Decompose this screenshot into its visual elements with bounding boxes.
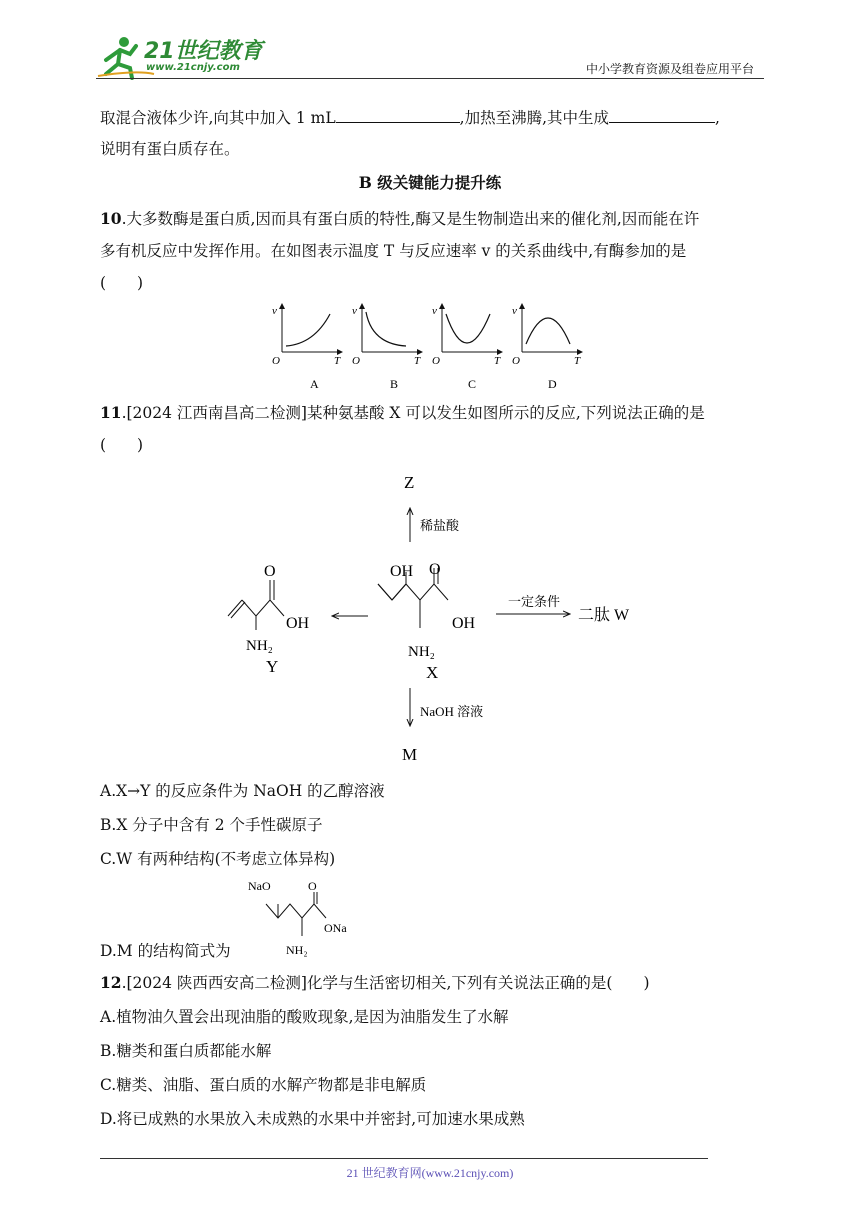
- answer-blank-1[interactable]: [336, 106, 460, 123]
- product-w: 二肽 W: [578, 607, 630, 624]
- svg-text:NH₂: NH₂: [408, 644, 435, 660]
- footer-rule: [100, 1158, 708, 1159]
- q9-line2: 说明有蛋白质存在。: [100, 140, 240, 158]
- site-logo: [96, 34, 266, 80]
- svg-text:C: C: [468, 377, 477, 391]
- molecule-y: [228, 563, 310, 676]
- svg-text:稀盐酸: 稀盐酸: [420, 518, 460, 533]
- option-d-structure: [244, 874, 364, 964]
- graph-a: [272, 304, 342, 391]
- q12-option-b: B.糖类和蛋白质都能水解: [100, 1042, 272, 1060]
- svg-text:NaO: NaO: [248, 879, 271, 893]
- svg-text:O: O: [264, 563, 276, 580]
- q11-option-b: B.X 分子中含有 2 个手性碳原子: [100, 816, 323, 834]
- svg-text:O: O: [512, 355, 520, 367]
- svg-text:一定条件: 一定条件: [508, 594, 561, 609]
- svg-text:Y: Y: [266, 657, 279, 676]
- svg-text:OH: OH: [390, 563, 414, 580]
- graph-b: [352, 304, 422, 391]
- q12-option-c: C.糖类、油脂、蛋白质的水解产物都是非电解质: [100, 1076, 427, 1094]
- answer-blank-2[interactable]: [609, 106, 715, 123]
- svg-text:NH₂: NH₂: [286, 943, 308, 957]
- product-m: M: [402, 745, 418, 764]
- svg-text:B: B: [390, 377, 399, 391]
- svg-text:v: v: [272, 305, 277, 317]
- q11-option-d: D.M 的结构简式为: [100, 942, 231, 960]
- graph-c: [432, 304, 502, 391]
- molecule-x: [378, 561, 476, 682]
- graph-d: [512, 304, 582, 391]
- svg-text:O: O: [429, 561, 441, 578]
- svg-text:T: T: [414, 355, 421, 367]
- svg-text:T: T: [334, 355, 341, 367]
- q11-option-c: C.W 有两种结构(不考虑立体异构): [100, 850, 336, 868]
- svg-text:v: v: [512, 305, 517, 317]
- svg-text:v: v: [432, 305, 437, 317]
- q12-option-a: A.植物油久置会出现油脂的酸败现象,是因为油脂发生了水解: [100, 1008, 509, 1026]
- q9-line1: 取混合液体少许,向其中加入 1 mL ,加热至沸腾,其中生成 ,: [100, 106, 720, 129]
- header-rule: [96, 78, 764, 79]
- q10-paren: ( ): [100, 274, 144, 292]
- q11-option-a: A.X→Y 的反应条件为 NaOH 的乙醇溶液: [100, 782, 385, 800]
- logo-text: 21世纪教育: [144, 39, 263, 64]
- q11-line1: 11.[2024 江西南昌高二检测]某种氨基酸 X 可以发生如图所示的反应,下列说法正确的是: [100, 403, 705, 422]
- svg-text:OH: OH: [286, 615, 310, 632]
- logo-url: www.21cnjy.com: [146, 62, 240, 73]
- svg-text:NaOH 溶液: NaOH 溶液: [420, 704, 484, 719]
- q12-stem: 12.[2024 陕西西安高二检测]化学与生活密切相关,下列有关说法正确的是( ): [100, 973, 650, 992]
- svg-text:ONa: ONa: [324, 921, 347, 935]
- svg-text:A: A: [310, 377, 319, 391]
- svg-text:X: X: [426, 663, 439, 682]
- q11-paren: ( ): [100, 436, 144, 454]
- q12-option-d: D.将已成熟的水果放入未成熟的水果中并密封,可加速水果成熟: [100, 1110, 525, 1128]
- product-z: Z: [404, 473, 415, 492]
- q10-graphs: [268, 300, 598, 396]
- section-title: B 级关键能力提升练: [358, 173, 502, 192]
- svg-text:NH₂: NH₂: [246, 638, 273, 654]
- svg-text:v: v: [352, 305, 357, 317]
- svg-text:D: D: [548, 377, 557, 391]
- svg-text:O: O: [308, 879, 317, 893]
- svg-text:T: T: [494, 355, 501, 367]
- svg-text:O: O: [272, 355, 280, 367]
- reaction-scheme: [220, 466, 660, 766]
- q10-line2: 多有机反应中发挥作用。在如图表示温度 T 与反应速率 v 的关系曲线中,有酶参加的是: [100, 242, 687, 260]
- q10-line1: 10.大多数酶是蛋白质,因而具有蛋白质的特性,酶又是生物制造出来的催化剂,因而能在许: [100, 209, 700, 228]
- svg-text:O: O: [352, 355, 360, 367]
- svg-text:OH: OH: [452, 615, 476, 632]
- footer-text[interactable]: 21 世纪教育网(www.21cnjy.com): [346, 1166, 514, 1180]
- header-platform-text: 中小学教育资源及组卷应用平台: [585, 62, 754, 76]
- svg-text:O: O: [432, 355, 440, 367]
- svg-text:T: T: [574, 355, 581, 367]
